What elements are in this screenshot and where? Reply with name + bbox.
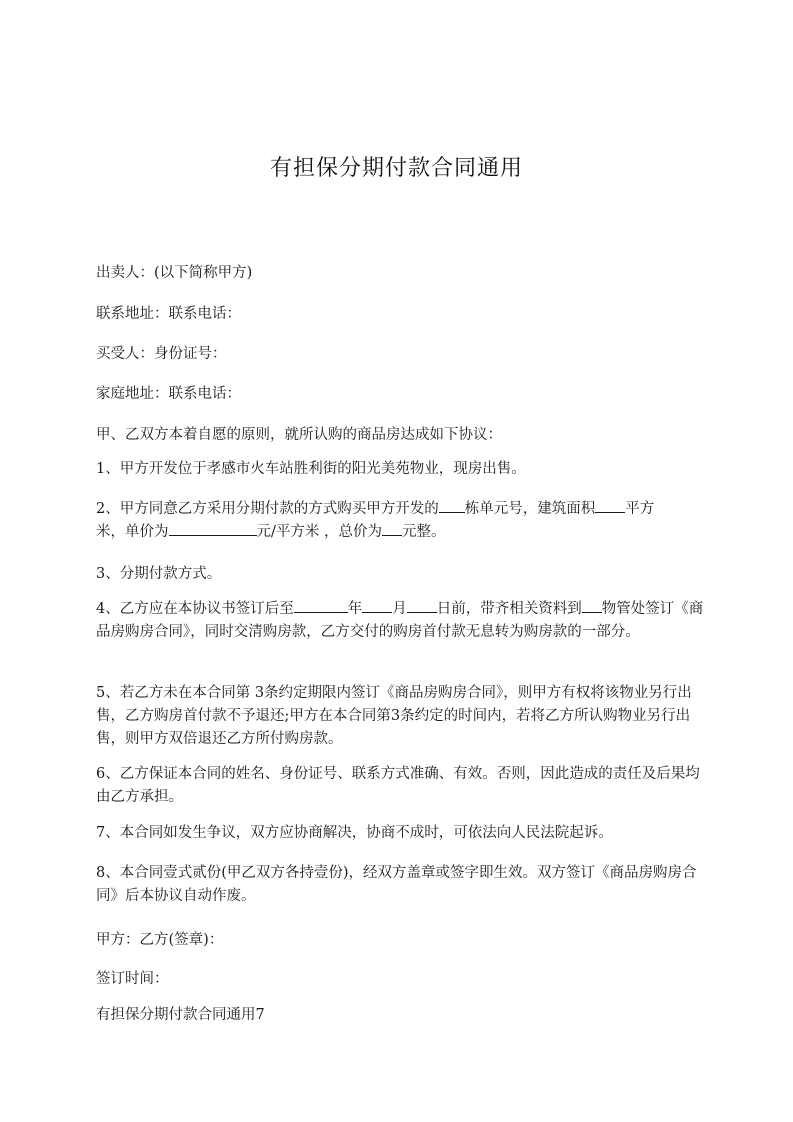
clause-4-text-a: 4、乙方应在本协议书签订后至 [96,601,294,617]
clause-2-text-c: 平方 [625,501,655,517]
clause-1: 1、甲方开发位于孝感市火车站胜利街的阳光美苑物业，现房出售。 [96,461,526,477]
unit-price-blank [169,521,257,536]
clause-8: 8、本合同壹式贰份(甲乙双方各持壹份)，经双方盖章或签字即生效。双方签订《商品房购房合同》后本协议自动作废。 [96,865,697,904]
building-blank [439,498,465,513]
day-blank [407,598,437,613]
office-blank [582,598,602,613]
clause-7: 7、本合同如发生争议，双方应协商解决，协商不成时，可依法向人民法院起诉。 [96,825,613,841]
signature-date: 签订时间： [96,971,169,987]
clause-2-text-a: 2、甲方同意乙方采用分期付款的方式购买甲方开发的 [96,501,439,517]
clause-5: 5、若乙方未在本合同第 3条约定期限内签订《商品房购房合同》，则甲方有权将该物业另行出售，乙方购房首付款不予退还;甲方在本合同第3条约定的时间内，若将乙方所认购物业另行出售，则甲方双倍退还乙方所付购房款。 [96,685,692,747]
clause-6: 6、乙方保证本合同的姓名、身份证号、联系方式准确、有效。否则，因此造成的责任及后果均由乙方承担。 [96,766,700,805]
clause-3: 3、分期付款方式。 [96,566,222,582]
area-blank [595,498,625,513]
seller-line: 出卖人：(以下简称甲方) [96,265,253,281]
document-title: 有担保分期付款合同通用 [269,155,523,181]
buyer-line: 买受人：身份证号： [96,346,227,362]
clause-2 [96,498,704,544]
total-price-blank [382,521,402,536]
month-blank [362,598,392,613]
clause-4-text-f: 订《商品房购房合同》，同时交清购房款，乙方交付的购房首付款无息转为购房款的一部分。 [96,601,704,640]
clause-4 [96,598,704,644]
clause-2-text-b: 栋单元号，建筑面积 [464,501,596,517]
clause-4-text-b: 年 [347,601,363,617]
clause-4-text-c: 月 [392,601,407,617]
document-footer: 有担保分期付款合同通用7 [96,1007,265,1023]
clause-2-text-e: 元/平方米 ，总价为 [256,524,382,540]
clause-2-text-d: 米，单价为 [96,524,169,540]
clause-4-text-e: 物管处签 [601,601,660,617]
year-blank [294,598,348,613]
buyer-contact-line: 家庭地址：联系电话： [96,386,241,402]
signature-parties: 甲方：乙方(签章)： [96,932,224,948]
intro-line: 甲、乙双方本着自愿的原则，就所认购的商品房达成如下协议： [96,427,502,443]
clause-4-text-d: 日前，带齐相关资料到 [436,601,582,617]
seller-contact-line: 联系地址：联系电话： [96,306,241,322]
clause-2-text-f: 元整。 [402,524,446,540]
